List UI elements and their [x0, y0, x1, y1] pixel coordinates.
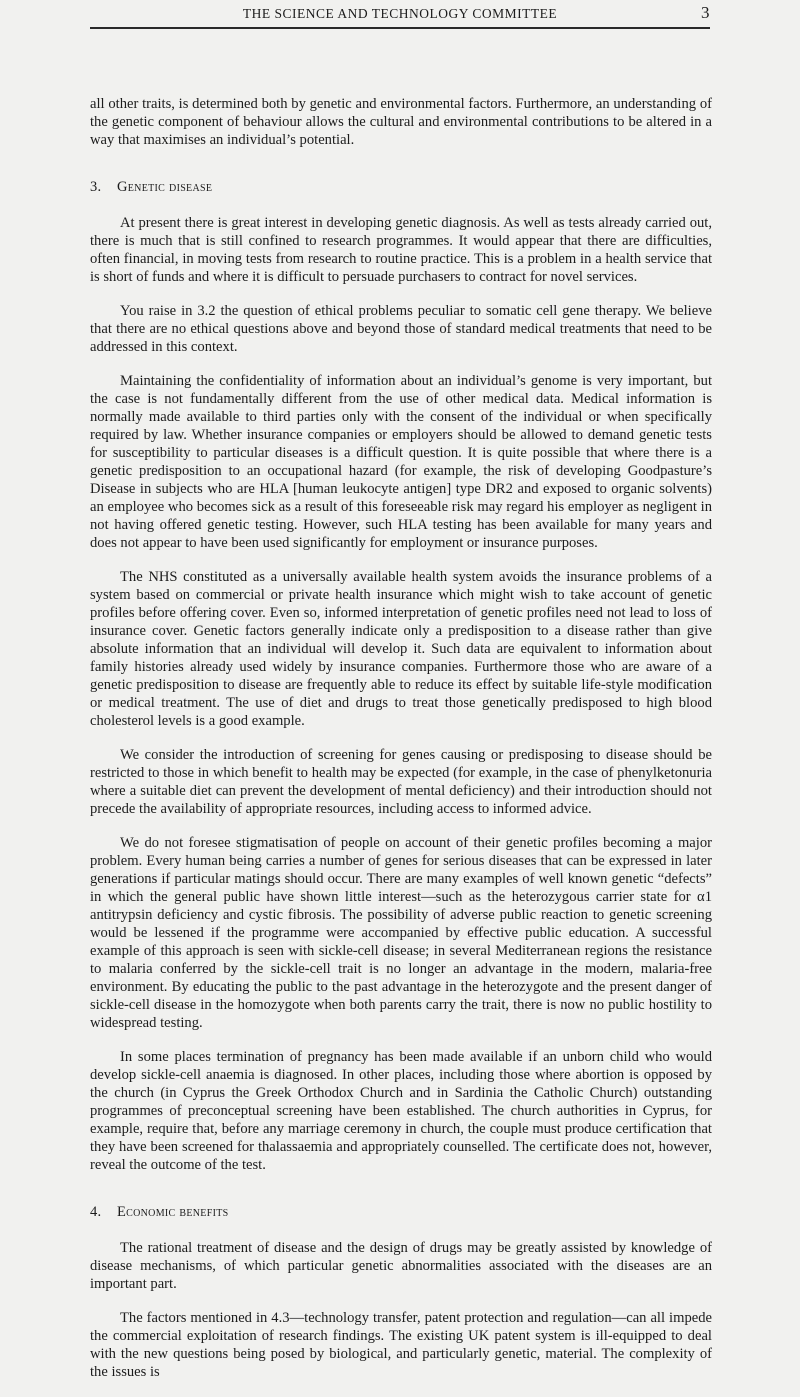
paragraph: At present there is great interest in developing genetic diagnosis. As well as tests already carried out, there is much that is still confined to research programmes. It would appear that there are difficulties, often financial, in moving tests from research to routine practice. This is a problem in a health service that is short of funds and where it is difficult to persuade purchasers to contract for novel services. [90, 215, 712, 285]
running-title: THE SCIENCE AND TECHNOLOGY COMMITTEE [242, 6, 558, 21]
section-number: 3. [90, 179, 102, 195]
paragraph: Maintaining the confidentiality of information about an individual’s genome is very important, but the case is not fundamentally different from the use of other medical data. Medical information is normally made available to third parties only with the consent of the individual or when specifically required by law. Whether insurance companies or employers should be allowed to demand genetic tests for susceptibility to particular diseases is a difficult question. It is quite possible that where there is a genetic predisposition to an occupational hazard (for example, the risk of developing Goodpasture’s Disease in subjects who are HLA [human leukocyte antigen] type DR2 and exposed to organic solvents) an employee who becomes sick as a result of this foreseeable risk may regard his employer as negligent in not having offered genetic testing. However, such HLA testing has been available for many years and does not appear to have been used significantly for employment or insurance purposes. [90, 373, 712, 551]
section-title: Economic benefits [117, 1204, 229, 1220]
body-text [90, 95, 712, 1397]
paragraph: The NHS constituted as a universally available health system avoids the insurance problems of a system based on commercial or private health insurance which might wish to take account of genetic profiles before offering cover. Even so, informed interpretation of genetic profiles need not lead to loss of insurance cover. Genetic factors generally indicate only a predisposition to a disease rather than give absolute information that an individual will develop it. Such data are equivalent to information about family histories already used widely by insurance companies. Furthermore those who are aware of a genetic predisposition to disease are frequently able to reduce its effect by suitable life-style modification or medical treatment. The use of diet and drugs to treat those genetically predisposed to high blood cholesterol levels is a good example. [90, 569, 712, 729]
section-heading-genetic-disease [90, 179, 712, 196]
page-number: 3 [701, 3, 710, 22]
paragraph: We consider the introduction of screening for genes causing or predisposing to disease should be restricted to those in which benefit to health may be expected (for example, in the case of phenylketonuria where a suitable diet can prevent the development of mental deficiency) and their introduction should not precede the availability of appropriate resources, including access to informed advice. [90, 747, 712, 817]
paragraph: We do not foresee stigmatisation of people on account of their genetic profiles becoming a major problem. Every human being carries a number of genes for serious diseases that can be expressed in later generations if particular matings should occur. There are many examples of well known genetic “defects” in which the general public have shown little interest—such as the heterozygous carrier state for α1 antitrypsin deficiency and cystic fibrosis. The possibility of adverse public reaction to genetic screening would be lessened if the programme were accompanied by effective public education. A successful example of this approach is seen with sickle-cell disease; in several Mediterranean regions the resistance to malaria conferred by the sickle-cell trait is no longer an advantage in the modern, malaria-free environment. By educating the public to the past advantage in the heterozygote and the present danger of sickle-cell disease in the homozygote when both parents carry the trait, there is now no public hostility to widespread testing. [90, 835, 712, 1031]
paragraph: The factors mentioned in 4.3—technology transfer, patent protection and regulation—can all impede the commercial exploitation of research findings. The existing UK patent system is ill-equipped to deal with the new questions being posed by biological, and particularly genetic, material. The complexity of the issues is [90, 1310, 712, 1380]
paragraph: all other traits, is determined both by genetic and environmental factors. Furthermore, an understanding of the genetic component of behaviour allows the cultural and environmental contributions to be altered in a way that maximises an individual’s potential. [90, 96, 712, 148]
paragraph: In some places termination of pregnancy has been made available if an unborn child who would develop sickle-cell anaemia is diagnosed. In other places, including those where abortion is opposed by the church (in Cyprus the Greek Orthodox Church and in Sardinia the Catholic Church) outstanding programmes of preconceptual screening have been established. The church authorities in Cyprus, for example, require that, before any marriage ceremony in church, the couple must produce certification that they have been screened for thalassaemia and appropriately counselled. The certificate does not, however, reveal the outcome of the test. [90, 1049, 712, 1173]
section-heading-economic-benefits [90, 1204, 712, 1221]
running-header [90, 3, 710, 29]
section-number: 4. [90, 1204, 102, 1220]
paragraph: The rational treatment of disease and the design of drugs may be greatly assisted by knowledge of disease mechanisms, of which particular genetic abnormalities associated with the diseases are an important part. [90, 1240, 712, 1292]
paragraph: You raise in 3.2 the question of ethical problems peculiar to somatic cell gene therapy. We believe that there are no ethical questions above and beyond those of standard medical treatments that need to be addressed in this context. [90, 303, 712, 355]
section-title: Genetic disease [117, 179, 213, 195]
